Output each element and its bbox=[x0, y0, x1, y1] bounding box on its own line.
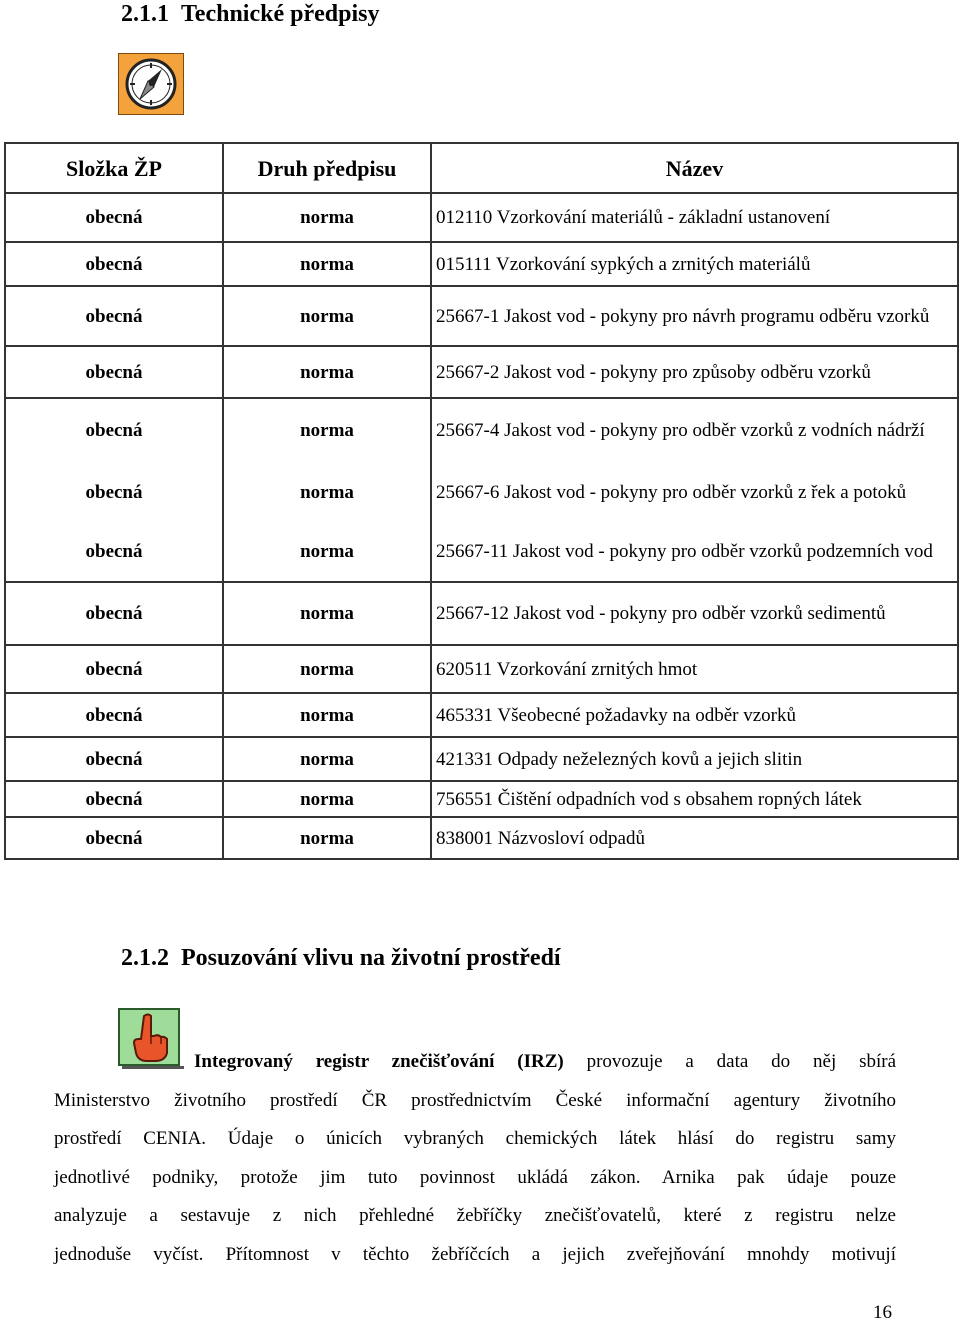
table-row bbox=[5, 193, 958, 242]
table-row bbox=[5, 817, 958, 859]
header-type: Druh předpisu bbox=[223, 143, 431, 193]
paragraph-line: jednotlivé podniky, protože jim tuto povinnost ukládá zákon. Arnika pak údaje pouze bbox=[54, 1166, 896, 1188]
paragraph-line: Ministerstvo životního prostředí ČR prostřednictvím České informační agentury životního bbox=[54, 1089, 896, 1111]
bold-lead: Integrovaný registr znečišťování (IRZ) bbox=[194, 1051, 564, 1072]
cell-name: 012110 Vzorkování materiálů - základní ustanovení bbox=[431, 193, 958, 242]
section-title: Posuzování vlivu na životní prostředí bbox=[181, 945, 561, 971]
cell-component: obecná bbox=[5, 645, 223, 693]
cell-component: obecná bbox=[5, 737, 223, 781]
cell-name: 465331 Všeobecné požadavky na odběr vzorků bbox=[431, 693, 958, 737]
table-row bbox=[5, 582, 958, 645]
cell-component: obecná bbox=[5, 781, 223, 817]
section-title: Technické předpisy bbox=[181, 1, 380, 27]
regulations-table bbox=[4, 142, 959, 860]
cell-type: norma bbox=[223, 193, 431, 242]
header-component: Složka ŽP bbox=[5, 143, 223, 193]
cell-name: 620511 Vzorkování zrnitých hmot bbox=[431, 645, 958, 693]
table-row bbox=[5, 693, 958, 737]
cell-name: 25667-12 Jakost vod - pokyny pro odběr vzorků sedimentů bbox=[431, 582, 958, 645]
cell-type: norma bbox=[223, 582, 431, 645]
table-row bbox=[5, 462, 958, 522]
cell-name: 25667-11 Jakost vod - pokyny pro odběr vzorků podzemních vod bbox=[431, 522, 958, 582]
cell-name: 25667-4 Jakost vod - pokyny pro odběr vzorků z vodních nádrží bbox=[431, 398, 958, 462]
paragraph-line: prostředí CENIA. Údaje o únicích vybraných chemických látek hlásí do registru samy bbox=[54, 1128, 896, 1150]
cell-type: norma bbox=[223, 398, 431, 462]
cell-type: norma bbox=[223, 817, 431, 859]
paragraph-line: jednoduše vyčíst. Přítomnost v těchto žebříčcích a jejich zveřejňování mnohdy motivují bbox=[54, 1243, 896, 1265]
cell-type: norma bbox=[223, 737, 431, 781]
section-heading-environment bbox=[121, 944, 561, 972]
irz-paragraph bbox=[54, 1043, 896, 1275]
table-row bbox=[5, 522, 958, 582]
cell-component: obecná bbox=[5, 398, 223, 462]
paragraph-line bbox=[54, 1043, 896, 1082]
cell-name: 015111 Vzorkování sypkých a zrnitých materiálů bbox=[431, 242, 958, 286]
compass-icon bbox=[118, 53, 184, 115]
header-name: Název bbox=[431, 143, 958, 193]
cell-component: obecná bbox=[5, 346, 223, 398]
cell-component: obecná bbox=[5, 462, 223, 522]
cell-name: 756551 Čištění odpadních vod s obsahem ropných látek bbox=[431, 781, 958, 817]
cell-type: norma bbox=[223, 346, 431, 398]
cell-name: 421331 Odpady neželezných kovů a jejich slitin bbox=[431, 737, 958, 781]
cell-component: obecná bbox=[5, 242, 223, 286]
cell-type: norma bbox=[223, 286, 431, 346]
table-row bbox=[5, 781, 958, 817]
table-row bbox=[5, 346, 958, 398]
section-number: 2.1.2 bbox=[121, 945, 169, 971]
cell-component: obecná bbox=[5, 582, 223, 645]
cell-type: norma bbox=[223, 781, 431, 817]
cell-type: norma bbox=[223, 462, 431, 522]
table-row bbox=[5, 398, 958, 462]
cell-name: 25667-6 Jakost vod - pokyny pro odběr vzorků z řek a potoků bbox=[431, 462, 958, 522]
cell-component: obecná bbox=[5, 693, 223, 737]
cell-component: obecná bbox=[5, 193, 223, 242]
paragraph-line: analyzuje a sestavuje z nich přehledné žebříčky znečišťovatelů, které z registru nelze bbox=[54, 1205, 896, 1227]
page-number: 16 bbox=[873, 1302, 892, 1323]
cell-component: obecná bbox=[5, 286, 223, 346]
table-row bbox=[5, 645, 958, 693]
cell-type: norma bbox=[223, 522, 431, 582]
cell-component: obecná bbox=[5, 817, 223, 859]
cell-type: norma bbox=[223, 645, 431, 693]
cell-component: obecná bbox=[5, 522, 223, 582]
table-row bbox=[5, 737, 958, 781]
section-heading-technical bbox=[121, 0, 379, 28]
table-row bbox=[5, 286, 958, 346]
line-text: provozuje a data do něj sbírá bbox=[563, 1051, 896, 1072]
cell-type: norma bbox=[223, 242, 431, 286]
cell-name: 25667-2 Jakost vod - pokyny pro způsoby odběru vzorků bbox=[431, 346, 958, 398]
section-number: 2.1.1 bbox=[121, 1, 169, 27]
cell-name: 25667-1 Jakost vod - pokyny pro návrh programu odběru vzorků bbox=[431, 286, 958, 346]
cell-name: 838001 Názvosloví odpadů bbox=[431, 817, 958, 859]
cell-type: norma bbox=[223, 693, 431, 737]
table-row bbox=[5, 242, 958, 286]
